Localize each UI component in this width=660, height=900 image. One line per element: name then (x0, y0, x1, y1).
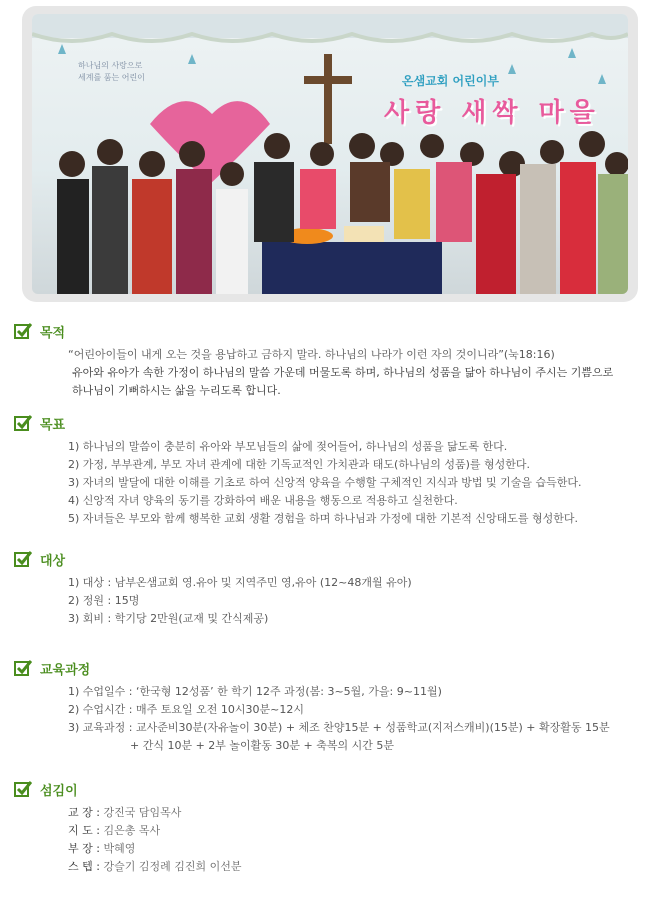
purpose-line: 하나님이 기뻐하시는 삶을 누리도록 합니다. (72, 384, 281, 397)
purpose-line: 유아와 유아가 속한 가정이 하나님의 말씀 가운데 머물도록 하며, 하나님의 성품을 닮아 하나님이 주시는 기쁨으로 (72, 366, 614, 379)
goal-item: 2) 가정, 부부관계, 부모 자녀 관계에 대한 기독교적인 가치관과 태도(하나님의 성품)를 형성한다. (68, 458, 530, 471)
staff-row: 지 도 : 김은총 목사 (68, 824, 161, 837)
staff-role: 지 도 (68, 824, 93, 837)
section-title: 목표 (40, 417, 66, 433)
staff-name: 강진국 담임목사 (103, 806, 182, 819)
staff-role: 교 장 (68, 806, 93, 819)
purpose-verse: “어린아이들이 내게 오는 것을 용납하고 금하지 말라. 하나님의 나라가 이런 자의 것이니라”(눅18:16) (68, 348, 555, 361)
goal-item: 3) 자녀의 발달에 대한 이해를 기초로 하여 신앙적 양육을 수행할 구체적인 지식과 방법 및 기술을 습득한다. (68, 476, 582, 489)
target-item: 1) 대상 : 남부온샘교회 영.유아 및 지역주민 영,유아 (12~48개월 유아) (68, 576, 412, 589)
curriculum-item: 3) 교육과정 : 교사준비30분(자유놀이 30분) + 체조 찬양15분 + 성품학교(지저스캐비)(15분) + 확장활동 15분 (68, 721, 610, 734)
goal-item: 5) 자녀들은 부모와 함께 행복한 교회 생활 경험을 하며 하나님과 가정에 대한 기본적 신앙태도를 형성한다. (68, 512, 579, 525)
banner-verse: 하나님의 사랑으로 세계를 품는 어린이 (78, 61, 145, 82)
section-title: 목적 (40, 325, 66, 341)
staff-role: 스 텝 (68, 860, 93, 873)
staff-name: 강슬기 김정례 김진희 이선분 (103, 860, 242, 873)
section-title: 섬김이 (40, 783, 78, 799)
section-staff (14, 778, 634, 876)
section-curriculum (14, 657, 634, 755)
checkbox-check-icon (14, 322, 32, 340)
section-title: 대상 (40, 553, 66, 569)
banner-church-name: 온샘교회 어린이부 (402, 74, 499, 88)
curriculum-item: 2) 수업시간 : 매주 토요일 오전 10시30분~12시 (68, 703, 304, 716)
goal-item: 1) 하나님의 말씀이 충분히 유아와 부모님들의 삶에 젖어들어, 하나님의 성품을 닮도록 한다. (68, 440, 508, 453)
staff-name: 박혜영 (103, 842, 136, 855)
staff-row: 교 장 : 강진국 담임목사 (68, 806, 182, 819)
curriculum-item: 1) 수업일수 : ‘한국형 12성품’ 한 학기 12주 과정(봄: 3~5월, 가을: 9~11월) (68, 685, 442, 698)
checkbox-check-icon (14, 414, 32, 432)
checkbox-check-icon (14, 659, 32, 677)
section-title: 교육과정 (40, 662, 91, 678)
section-purpose (14, 320, 634, 400)
group-photo (32, 14, 628, 294)
staff-row: 스 텝 : 강슬기 김정례 김진희 이선분 (68, 860, 242, 873)
goal-item: 4) 신앙적 자녀 양육의 동기를 강화하여 배운 내용을 행동으로 적용하고 실천한다. (68, 494, 458, 507)
staff-row: 부 장 : 박혜영 (68, 842, 136, 855)
curriculum-item-continued: + 간식 10분 + 2부 놀이활동 30분 + 축복의 시간 5분 (130, 739, 394, 752)
staff-role: 부 장 (68, 842, 93, 855)
target-item: 2) 정원 : 15명 (68, 594, 140, 607)
banner-title: 사랑 새싹 마을 (384, 98, 601, 128)
checkbox-check-icon (14, 550, 32, 568)
group-photo-illustration (32, 14, 628, 294)
checkbox-check-icon (14, 780, 32, 798)
target-item: 3) 회비 : 학기당 2만원(교재 및 간식제공) (68, 612, 269, 625)
staff-name: 김은총 목사 (103, 824, 161, 837)
photo-frame (22, 6, 638, 302)
section-target (14, 548, 634, 628)
section-goals (14, 412, 634, 528)
